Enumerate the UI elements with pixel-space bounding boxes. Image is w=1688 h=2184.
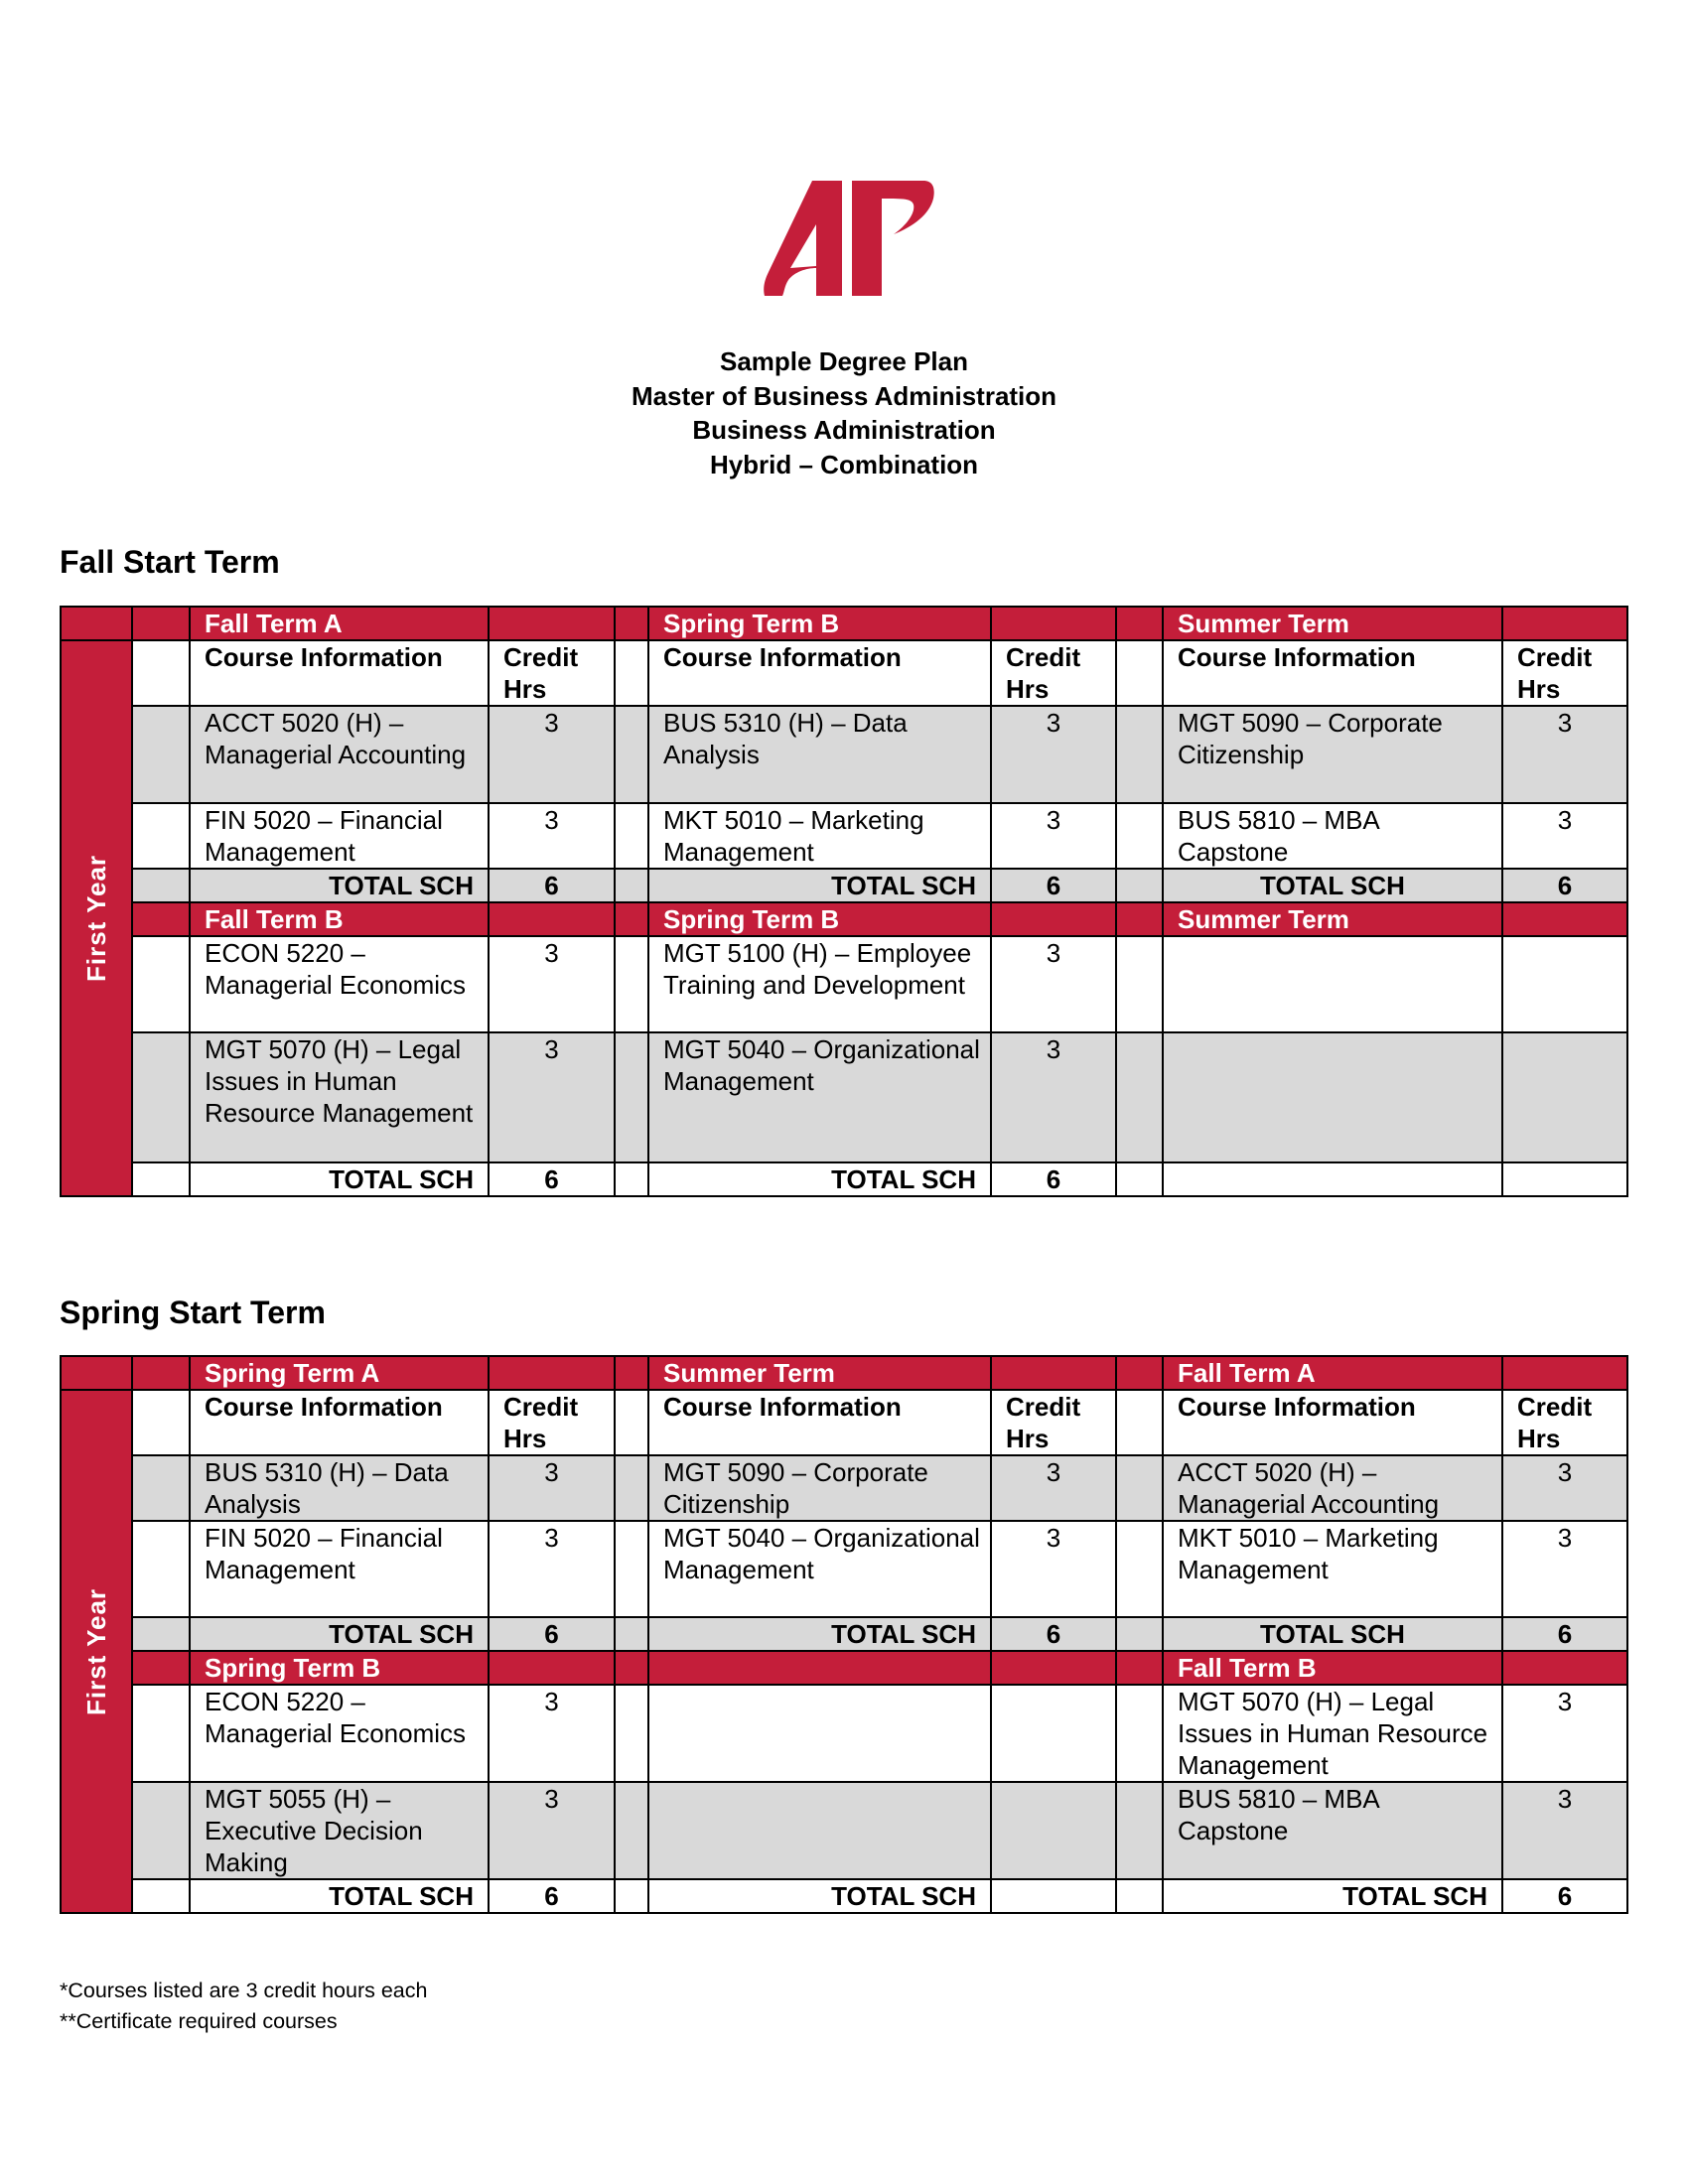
credit-cell: 3 (991, 936, 1116, 1032)
term-name: Spring Term B (648, 607, 991, 640)
course-cell: BUS 5310 (H) – Data Analysis (190, 1455, 489, 1521)
total-label: TOTAL SCH (190, 1162, 489, 1196)
spring-start-heading: Spring Start Term (60, 1295, 326, 1330)
term-name: Summer Term (648, 1356, 991, 1390)
credit-cell: 3 (489, 803, 615, 869)
term-header-row (61, 607, 1627, 640)
credit-cell: 3 (991, 1455, 1116, 1521)
degree-name: Master of Business Administration (631, 380, 1057, 411)
course-info-header: Course Information (1163, 640, 1502, 706)
course-cell: ACCT 5020 (H) – Managerial Accounting (1163, 1455, 1502, 1521)
course-row (61, 1032, 1627, 1162)
footnotes (60, 1976, 427, 2037)
credit-cell: 3 (991, 1521, 1116, 1617)
total-value: 6 (1502, 869, 1627, 902)
term-name: Fall Term B (190, 902, 489, 936)
total-row (61, 1879, 1627, 1913)
course-cell: MGT 5040 – Organizational Management (648, 1521, 991, 1617)
total-label: TOTAL SCH (190, 869, 489, 902)
total-value: 6 (991, 1617, 1116, 1651)
credit-hrs-header: Credit Hrs (489, 640, 615, 706)
document-title-block (0, 344, 1688, 481)
course-cell: MKT 5010 – Marketing Management (1163, 1521, 1502, 1617)
course-info-header: Course Information (190, 1390, 489, 1455)
credit-cell: 3 (489, 1782, 615, 1879)
total-row (61, 869, 1627, 902)
credit-cell: 3 (991, 803, 1116, 869)
credit-cell: 3 (489, 1521, 615, 1617)
total-label: TOTAL SCH (190, 1617, 489, 1651)
credit-cell: 3 (489, 1032, 615, 1162)
credit-cell: 3 (489, 1455, 615, 1521)
course-cell: FIN 5020 – Financial Management (190, 1521, 489, 1617)
credit-cell: 3 (991, 1032, 1116, 1162)
credit-cell: 3 (1502, 1782, 1627, 1879)
course-cell: MGT 5090 – Corporate Citizenship (1163, 706, 1502, 803)
total-label: TOTAL SCH (1163, 869, 1502, 902)
column-header-row (61, 640, 1627, 706)
credit-cell: 3 (489, 936, 615, 1032)
course-cell (648, 1782, 991, 1879)
total-value: 6 (489, 1162, 615, 1196)
total-label (1163, 1162, 1502, 1196)
course-cell (1163, 1032, 1502, 1162)
course-cell: BUS 5810 – MBA Capstone (1163, 803, 1502, 869)
total-value (1502, 1162, 1627, 1196)
course-row (61, 1685, 1627, 1782)
course-cell: ACCT 5020 (H) – Managerial Accounting (190, 706, 489, 803)
credit-cell (991, 1685, 1116, 1782)
total-value: 6 (991, 1162, 1116, 1196)
fall-start-heading: Fall Start Term (60, 544, 280, 580)
term-name: Fall Term A (190, 607, 489, 640)
credit-cell (991, 1782, 1116, 1879)
course-info-header: Course Information (648, 1390, 991, 1455)
total-value: 6 (1502, 1879, 1627, 1913)
course-row (61, 706, 1627, 803)
course-row (61, 803, 1627, 869)
term-name: Summer Term (1163, 902, 1502, 936)
course-cell: MGT 5070 (H) – Legal Issues in Human Resource Management (1163, 1685, 1502, 1782)
term-name: Summer Term (1163, 607, 1502, 640)
total-label: TOTAL SCH (648, 1617, 991, 1651)
course-row (61, 1782, 1627, 1879)
total-label: TOTAL SCH (1163, 1879, 1502, 1913)
term-name: Fall Term A (1163, 1356, 1502, 1390)
credit-cell (1502, 1032, 1627, 1162)
total-label: TOTAL SCH (1163, 1617, 1502, 1651)
course-cell: MGT 5040 – Organizational Management (648, 1032, 991, 1162)
course-cell: MKT 5010 – Marketing Management (648, 803, 991, 869)
credit-cell (1502, 936, 1627, 1032)
total-row (61, 1617, 1627, 1651)
credit-hrs-header: Credit Hrs (489, 1390, 615, 1455)
major-name: Business Administration (692, 415, 996, 445)
university-logo-icon (755, 169, 943, 308)
total-value: 6 (489, 869, 615, 902)
year-label-cell (61, 1390, 132, 1913)
column-header-row (61, 1390, 1627, 1455)
course-cell: MGT 5055 (H) – Executive Decision Making (190, 1782, 489, 1879)
credit-cell: 3 (1502, 1455, 1627, 1521)
term-header-row (61, 1651, 1627, 1685)
course-cell: ECON 5220 – Managerial Economics (190, 936, 489, 1032)
course-cell (648, 1685, 991, 1782)
course-info-header: Course Information (1163, 1390, 1502, 1455)
course-info-header: Course Information (190, 640, 489, 706)
course-cell: ECON 5220 – Managerial Economics (190, 1685, 489, 1782)
year-label-cell (61, 640, 132, 1196)
credit-cell: 3 (1502, 803, 1627, 869)
total-label: TOTAL SCH (190, 1879, 489, 1913)
total-value: 6 (991, 869, 1116, 902)
credit-hrs-header: Credit Hrs (1502, 640, 1627, 706)
term-name: Spring Term B (648, 902, 991, 936)
term-name: Spring Term B (190, 1651, 489, 1685)
total-label: TOTAL SCH (648, 869, 991, 902)
delivery-format: Hybrid – Combination (709, 449, 979, 479)
course-cell (1163, 936, 1502, 1032)
year-label: First Year (81, 1587, 111, 1715)
course-cell: MGT 5090 – Corporate Citizenship (648, 1455, 991, 1521)
course-cell: MGT 5070 (H) – Legal Issues in Human Resource Management (190, 1032, 489, 1162)
credit-hrs-header: Credit Hrs (1502, 1390, 1627, 1455)
course-cell: MGT 5100 (H) – Employee Training and Development (648, 936, 991, 1032)
university-logo (755, 169, 943, 308)
term-name: Spring Term A (190, 1356, 489, 1390)
total-value: 6 (489, 1879, 615, 1913)
term-name: Fall Term B (1163, 1651, 1502, 1685)
footnote-credit-hours: *Courses listed are 3 credit hours each (60, 1979, 428, 2002)
term-header-row (61, 1356, 1627, 1390)
course-row (61, 1521, 1627, 1617)
year-label: First Year (81, 854, 111, 983)
course-cell: BUS 5310 (H) – Data Analysis (648, 706, 991, 803)
total-row (61, 1162, 1627, 1196)
plan-title: Sample Degree Plan (720, 346, 968, 376)
credit-cell: 3 (1502, 1521, 1627, 1617)
total-label: TOTAL SCH (648, 1879, 991, 1913)
credit-cell: 3 (1502, 1685, 1627, 1782)
credit-cell: 3 (991, 706, 1116, 803)
credit-hrs-header: Credit Hrs (991, 640, 1116, 706)
credit-cell: 3 (489, 706, 615, 803)
course-row (61, 1455, 1627, 1521)
course-row (61, 936, 1627, 1032)
term-header-row (61, 902, 1627, 936)
total-value (991, 1879, 1116, 1913)
term-name (648, 1651, 991, 1685)
total-value: 6 (1502, 1617, 1627, 1651)
fall-start-table (60, 606, 1628, 1197)
total-value: 6 (489, 1617, 615, 1651)
credit-cell: 3 (489, 1685, 615, 1782)
spring-start-table (60, 1355, 1628, 1914)
footnote-certificate: **Certificate required courses (60, 2009, 338, 2033)
course-cell: FIN 5020 – Financial Management (190, 803, 489, 869)
credit-cell: 3 (1502, 706, 1627, 803)
course-info-header: Course Information (648, 640, 991, 706)
total-label: TOTAL SCH (648, 1162, 991, 1196)
credit-hrs-header: Credit Hrs (991, 1390, 1116, 1455)
course-cell: BUS 5810 – MBA Capstone (1163, 1782, 1502, 1879)
